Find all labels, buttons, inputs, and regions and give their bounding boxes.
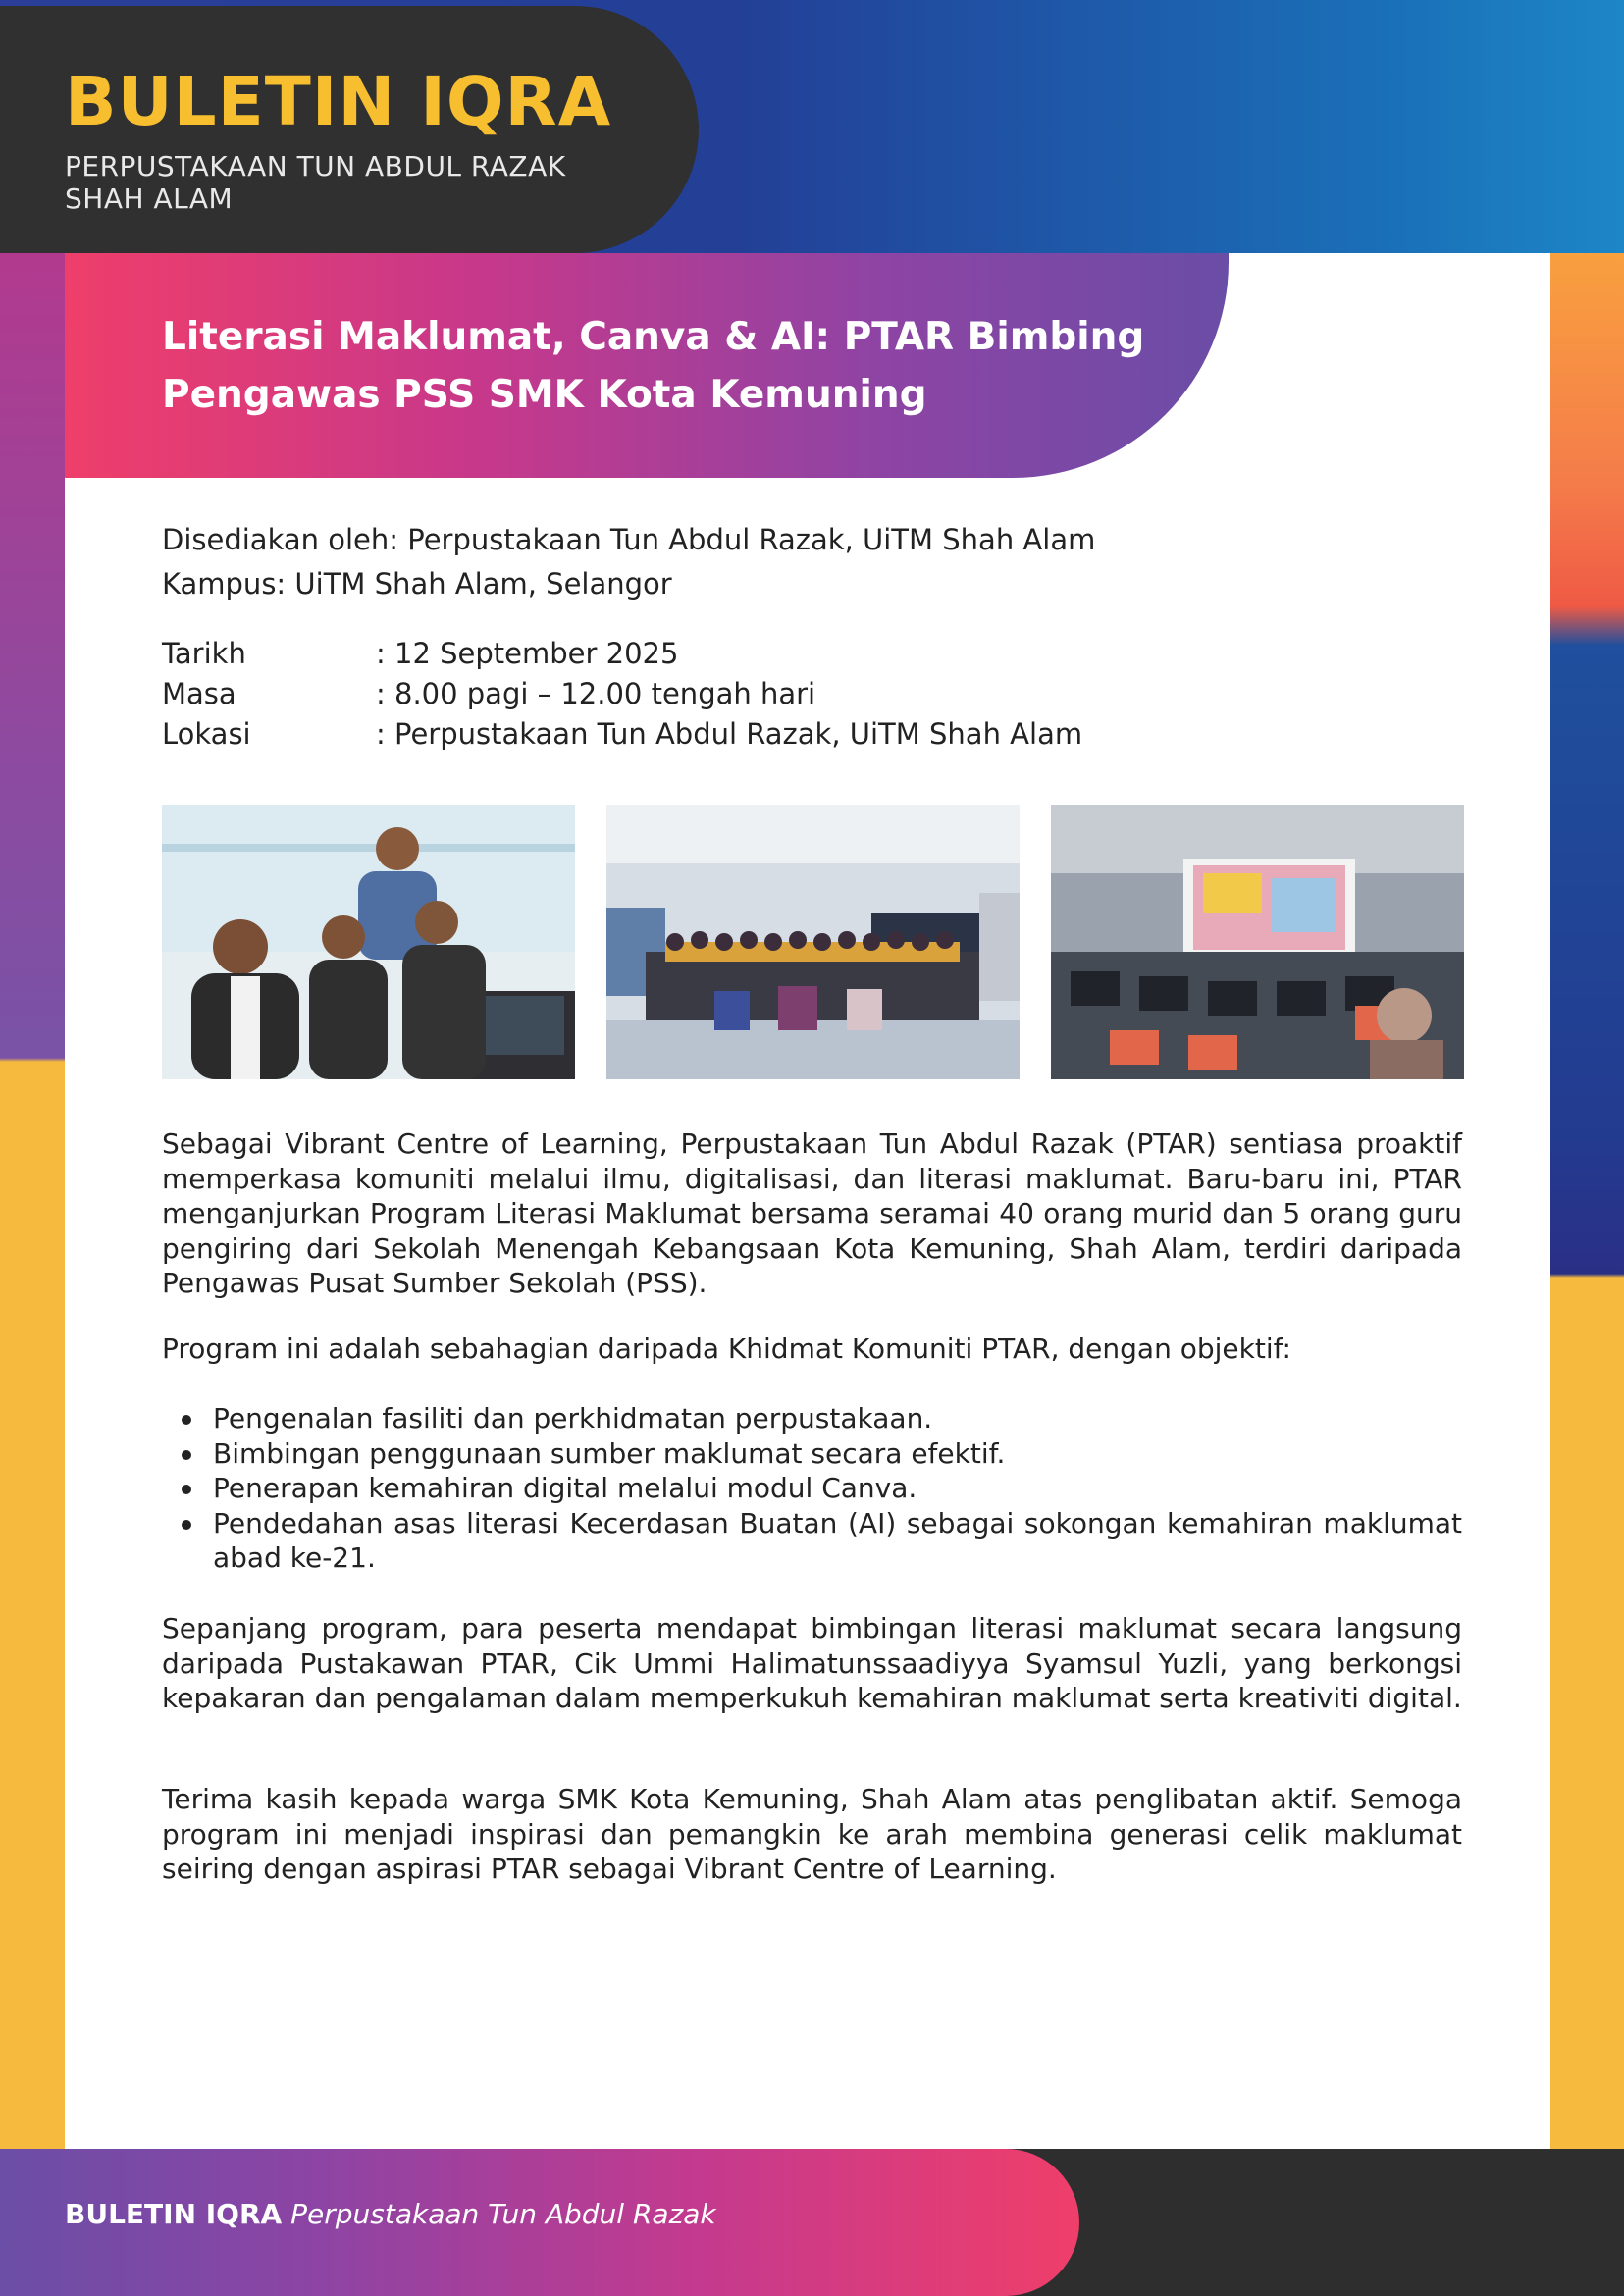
list-item bbox=[162, 1436, 1462, 1472]
objective-text: Bimbingan penggunaan sumber maklumat secara efektif. bbox=[213, 1436, 1006, 1470]
objective-text: Pengenalan fasiliti dan perkhidmatan perpustakaan. bbox=[213, 1402, 933, 1435]
detail-row-location bbox=[162, 714, 1082, 755]
article-meta bbox=[162, 518, 1095, 606]
bullet-icon bbox=[182, 1520, 191, 1530]
photo-group bbox=[606, 805, 1020, 1079]
objective-text: Pendedahan asas literasi Kecerdasan Buatan (AI) sebagai sokongan kemahiran maklumat abad ke-21. bbox=[213, 1506, 1462, 1574]
objectives-list bbox=[162, 1401, 1462, 1576]
article-headline bbox=[162, 308, 1182, 424]
masthead-subtitle bbox=[65, 150, 566, 215]
detail-label: Lokasi bbox=[162, 717, 251, 751]
detail-row-time bbox=[162, 674, 1082, 714]
right-border-strip bbox=[1550, 253, 1624, 2216]
masthead bbox=[0, 6, 699, 253]
list-item bbox=[162, 1471, 1462, 1506]
objective-text: Penerapan kemahiran digital melalui modul Canva. bbox=[213, 1472, 917, 1504]
detail-label: Tarikh bbox=[162, 637, 246, 670]
detail-value: : Perpustakaan Tun Abdul Razak, UiTM Shah Alam bbox=[376, 717, 1083, 751]
footer-org: Perpustakaan Tun Abdul Razak bbox=[290, 2198, 716, 2230]
bullet-icon bbox=[182, 1485, 191, 1494]
footer bbox=[65, 2198, 716, 2230]
detail-row-date bbox=[162, 634, 1082, 674]
headline-line2: Pengawas PSS SMK Kota Kemuning bbox=[162, 373, 927, 417]
masthead-title: BULETIN IQRA bbox=[65, 63, 612, 141]
list-item bbox=[162, 1401, 1462, 1436]
masthead-subtitle-line2: SHAH ALAM bbox=[65, 183, 234, 215]
event-details bbox=[162, 634, 1082, 755]
detail-value: : 12 September 2025 bbox=[376, 637, 679, 670]
detail-value: : 8.00 pagi – 12.00 tengah hari bbox=[376, 677, 816, 710]
headline-line1: Literasi Maklumat, Canva & AI: PTAR Bimbing bbox=[162, 315, 1145, 359]
paragraph-closing: Terima kasih kepada warga SMK Kota Kemuning, Shah Alam atas penglibatan aktif. Semoga program ini menjadi inspirasi dan pemangkin ke arah membina generasi celik maklumat seiring dengan aspirasi PTAR sebagai Vibrant Centre of Learning. bbox=[162, 1783, 1462, 1885]
bullet-icon bbox=[182, 1450, 191, 1460]
footer-brand: BULETIN IQRA bbox=[65, 2198, 283, 2230]
list-item bbox=[162, 1506, 1462, 1576]
prepared-by: Disediakan oleh: Perpustakaan Tun Abdul Razak, UiTM Shah Alam bbox=[162, 523, 1096, 556]
paragraph-intro: Sebagai Vibrant Centre of Learning, Perpustakaan Tun Abdul Razak (PTAR) sentiasa proaktif memperkasa komuniti melalui ilmu, digitalisasi, dan literasi maklumat. Baru-baru ini, PTAR menganjurkan Program Literasi Maklumat bersama seramai 40 orang murid dan 5 orang guru pengiring dari Sekolah Menengah Kebangsaan Kota Kemuning, Shah Alam, terdiri daripada Pengawas Pusat Sumber Sekolah (PSS). bbox=[162, 1127, 1462, 1299]
masthead-subtitle-line1: PERPUSTAKAAN TUN ABDUL RAZAK bbox=[65, 150, 566, 183]
paragraph-program: Sepanjang program, para peserta mendapat bimbingan literasi maklumat secara langsung daripada Pustakawan PTAR, Cik Ummi Halimatunssaadiyya Syamsul Yuzli, yang berkongsi kepakaran dan pengalaman dalam memperkukuh kemahiran maklumat serta kreativiti digital. bbox=[162, 1612, 1462, 1714]
detail-label: Masa bbox=[162, 677, 236, 710]
campus: Kampus: UiTM Shah Alam, Selangor bbox=[162, 567, 672, 600]
photo-students-computer bbox=[162, 805, 575, 1079]
left-border-strip bbox=[0, 253, 65, 2216]
paragraph-objective-intro: Program ini adalah sebahagian daripada Khidmat Komuniti PTAR, dengan objektif: bbox=[162, 1332, 1291, 1365]
bullet-icon bbox=[182, 1415, 191, 1425]
photo-computer-lab bbox=[1051, 805, 1464, 1079]
